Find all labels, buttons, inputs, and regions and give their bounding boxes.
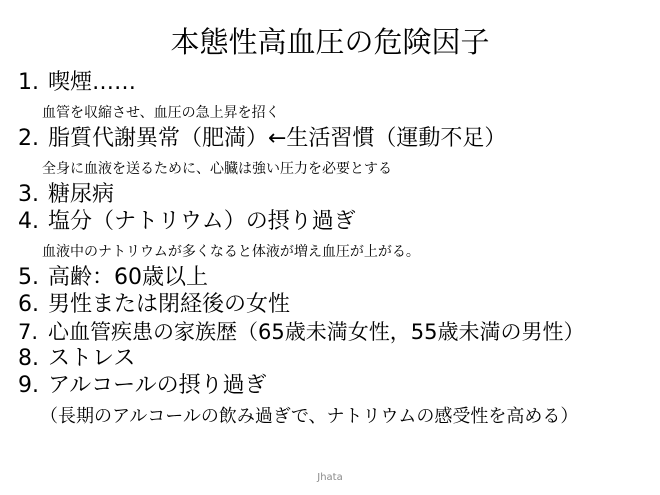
item-number: 7. [18, 320, 39, 344]
list-item-9 [18, 373, 267, 399]
item-text: 脂質代謝異常（肥満）←生活習慣（運動不足） [48, 126, 507, 151]
item-text: 塩分（ナトリウム）の摂り過ぎ [48, 209, 356, 234]
slide-title: 本態性高血圧の危険因子 [170, 25, 490, 59]
item-number: 8. [18, 346, 39, 371]
item-number: 6. [18, 292, 39, 317]
note-alcohol: （長期のアルコールの飲み過ぎで、ナトリウムの感受性を高める） [40, 406, 579, 427]
footer-credit: Jhata [317, 472, 343, 483]
item-number: 3. [18, 182, 39, 207]
item-text: 心血管疾患の家族歴（65歳未満女性，55歳未満の男性） [48, 320, 585, 344]
list-item-1 [18, 70, 136, 96]
item-number: 5. [18, 265, 39, 290]
item-number: 2. [18, 126, 39, 151]
list-item-7 [18, 319, 584, 345]
item-text: 喫煙…… [48, 70, 137, 95]
item-text: 高齢：60歳以上 [48, 265, 208, 290]
list-item-3 [18, 182, 114, 208]
item-text: アルコールの摂り過ぎ [48, 373, 267, 398]
list-item-2 [18, 126, 506, 152]
item-number: 9. [18, 373, 39, 398]
note-lipid: 全身に血液を送るために、心臓は強い圧力を必要とする [42, 161, 392, 177]
list-item-5 [18, 265, 208, 291]
list-item-6 [18, 292, 290, 318]
item-text: ストレス [48, 346, 136, 371]
item-text: 糖尿病 [48, 182, 115, 207]
note-salt: 血液中のナトリウムが多くなると体液が増え血圧が上がる。 [42, 244, 420, 260]
item-number: 4. [18, 209, 39, 234]
item-text: 男性または閉経後の女性 [48, 292, 291, 317]
note-smoking: 血管を収縮させ、血圧の急上昇を招く [42, 105, 280, 121]
list-item-8 [18, 346, 135, 372]
item-number: 1. [18, 70, 39, 95]
list-item-4 [18, 209, 356, 235]
